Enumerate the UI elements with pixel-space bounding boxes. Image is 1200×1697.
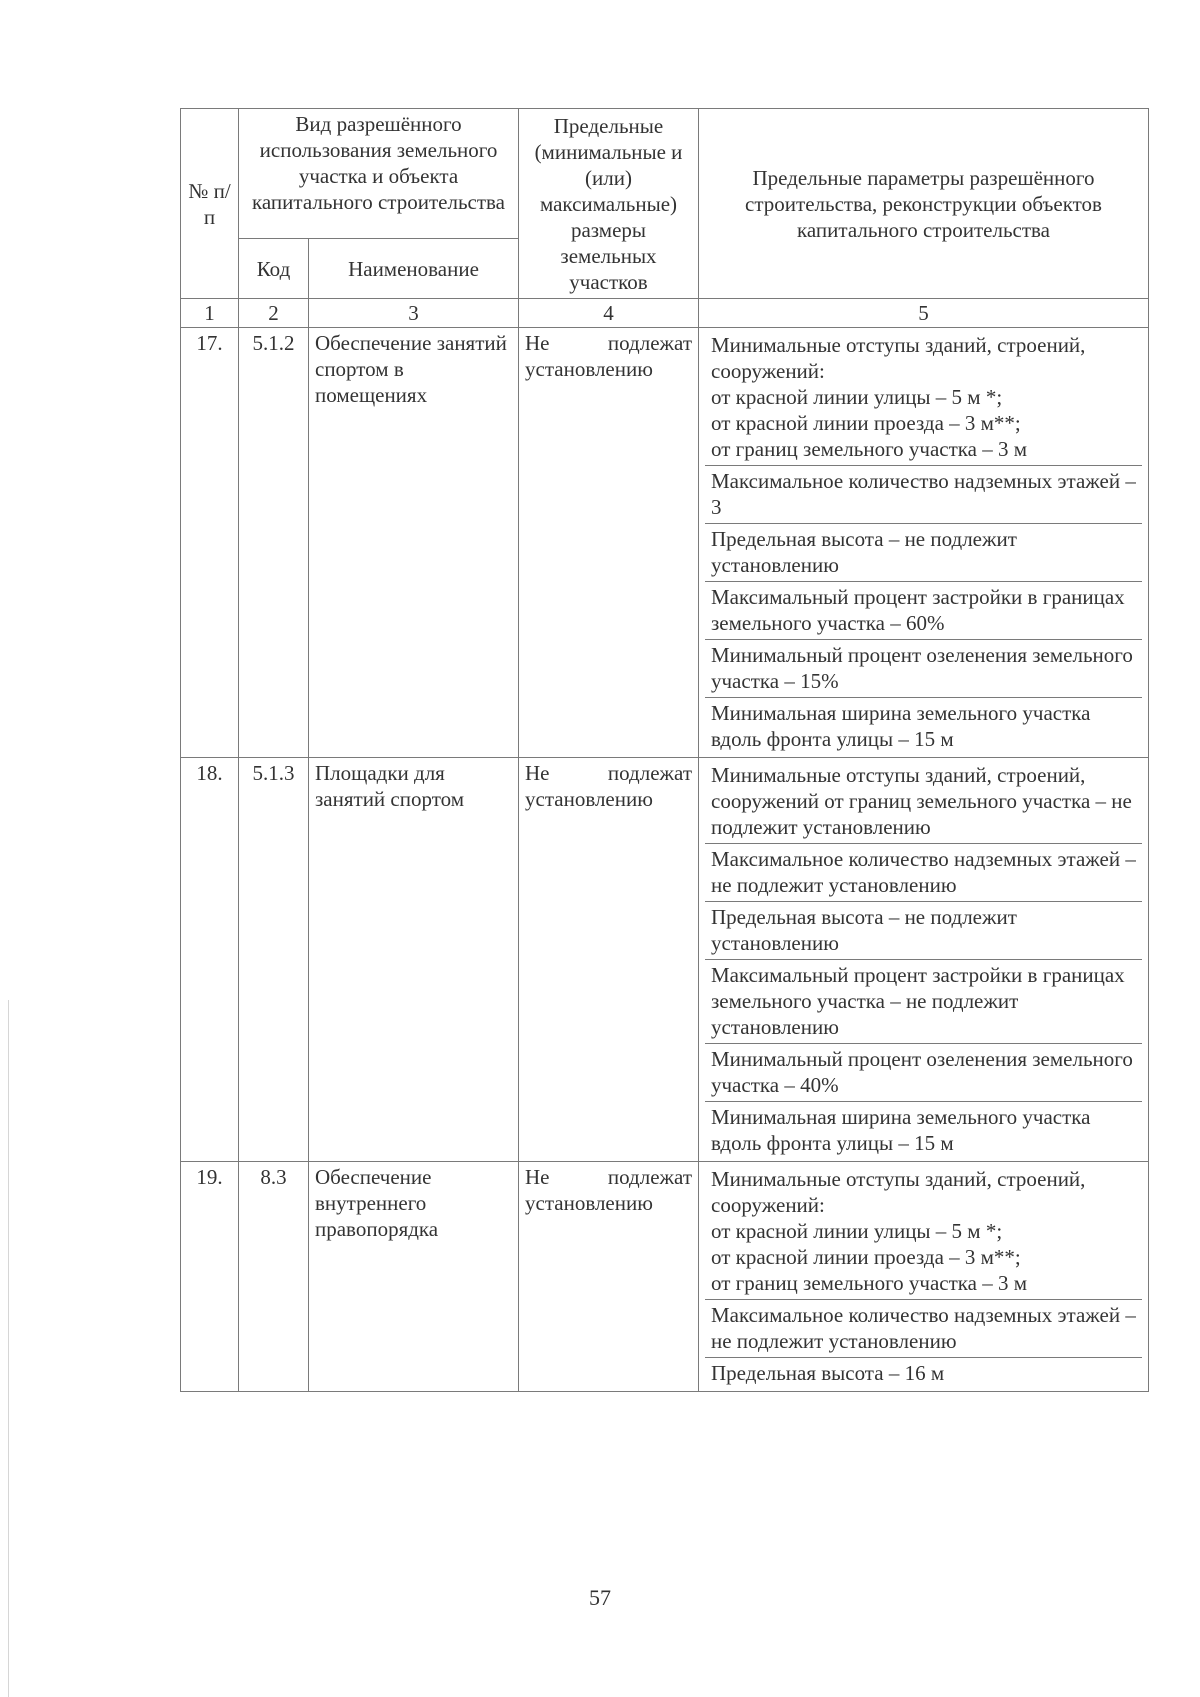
param-item [705,582,1142,640]
table-row [181,1162,1149,1392]
param-item [705,1164,1142,1300]
param-line: Максимальный процент застройки в границах земельного участка – 60% [711,585,1125,635]
param-item [705,698,1142,755]
header-params: Предельные параметры разрешённого строительства, реконструкции объектов капитального строительства [699,109,1149,299]
table-body [181,328,1149,1392]
use-code: 5.1.3 [239,758,309,1162]
param-line: Минимальные отступы зданий, строений, сооружений от границ земельного участка – не подлежит установлению [711,763,1132,839]
use-name: Обеспечение занятий спортом в помещениях [309,328,519,758]
header-name: Наименование [309,239,519,299]
param-item [705,902,1142,960]
param-item [705,1358,1142,1389]
param-line: Минимальный процент озеленения земельного участка – 40% [711,1047,1133,1097]
param-line: от красной линии улицы – 5 м *; [711,385,1003,409]
param-line: от границ земельного участка – 3 м [711,437,1028,461]
column-number: 5 [699,299,1149,328]
param-line: Минимальная ширина земельного участка вдоль фронта улицы – 15 м [711,701,1091,751]
row-number: 18. [181,758,239,1162]
param-line: Минимальная ширина земельного участка вдоль фронта улицы – 15 м [711,1105,1091,1155]
row-number: 19. [181,1162,239,1392]
header-num: № п/п [181,109,239,299]
param-item [705,466,1142,524]
header-row-1 [181,109,1149,239]
land-use-table [180,108,1149,1392]
param-item [705,960,1142,1044]
column-number: 4 [519,299,699,328]
param-item [705,524,1142,582]
param-line: Максимальное количество надземных этажей – 3 [711,469,1136,519]
column-number: 2 [239,299,309,328]
table-row [181,758,1149,1162]
header-code: Код [239,239,309,299]
param-line: Минимальные отступы зданий, строений, сооружений: [711,333,1086,383]
param-line: Максимальное количество надземных этажей – не подлежит установлению [711,847,1136,897]
param-line: Минимальные отступы зданий, строений, сооружений: [711,1167,1086,1217]
plot-size-limits: Не подлежат установлению [519,1162,699,1392]
use-name: Площадки для занятий спортом [309,758,519,1162]
param-line: от красной линии проезда – 3 м**; [711,1245,1021,1269]
param-line: Предельная высота – не подлежит установлению [711,905,1017,955]
column-number: 1 [181,299,239,328]
plot-size-limits: Не подлежат установлению [519,328,699,758]
param-item [705,760,1142,844]
param-item [705,1102,1142,1159]
param-item [705,640,1142,698]
column-number-row [181,299,1149,328]
param-line: от красной линии улицы – 5 м *; [711,1219,1003,1243]
param-line: от границ земельного участка – 3 м [711,1271,1028,1295]
use-code: 5.1.2 [239,328,309,758]
construction-params [699,328,1149,758]
column-number: 3 [309,299,519,328]
construction-params [699,758,1149,1162]
param-item [705,1044,1142,1102]
param-item [705,330,1142,466]
param-line: Максимальный процент застройки в границах земельного участка – не подлежит установлению [711,963,1125,1039]
param-line: Минимальный процент озеленения земельного участка – 15% [711,643,1133,693]
header-sizes: Предельные (минимальные и (или) максимальные) размеры земельных участков [519,109,699,299]
param-line: от красной линии проезда – 3 м**; [711,411,1021,435]
param-item [705,1300,1142,1358]
param-line: Максимальное количество надземных этажей – не подлежит установлению [711,1303,1136,1353]
plot-size-limits: Не подлежат установлению [519,758,699,1162]
use-name: Обеспечение внутреннего правопорядка [309,1162,519,1392]
page-number: 57 [589,1585,611,1610]
header-use-type: Вид разрешённого использования земельного участка и объекта капитального строительства [239,109,519,239]
table-row [181,328,1149,758]
param-item [705,844,1142,902]
use-code: 8.3 [239,1162,309,1392]
param-line: Предельная высота – 16 м [711,1361,945,1385]
param-line: Предельная высота – не подлежит установлению [711,527,1017,577]
row-number: 17. [181,328,239,758]
construction-params [699,1162,1149,1392]
